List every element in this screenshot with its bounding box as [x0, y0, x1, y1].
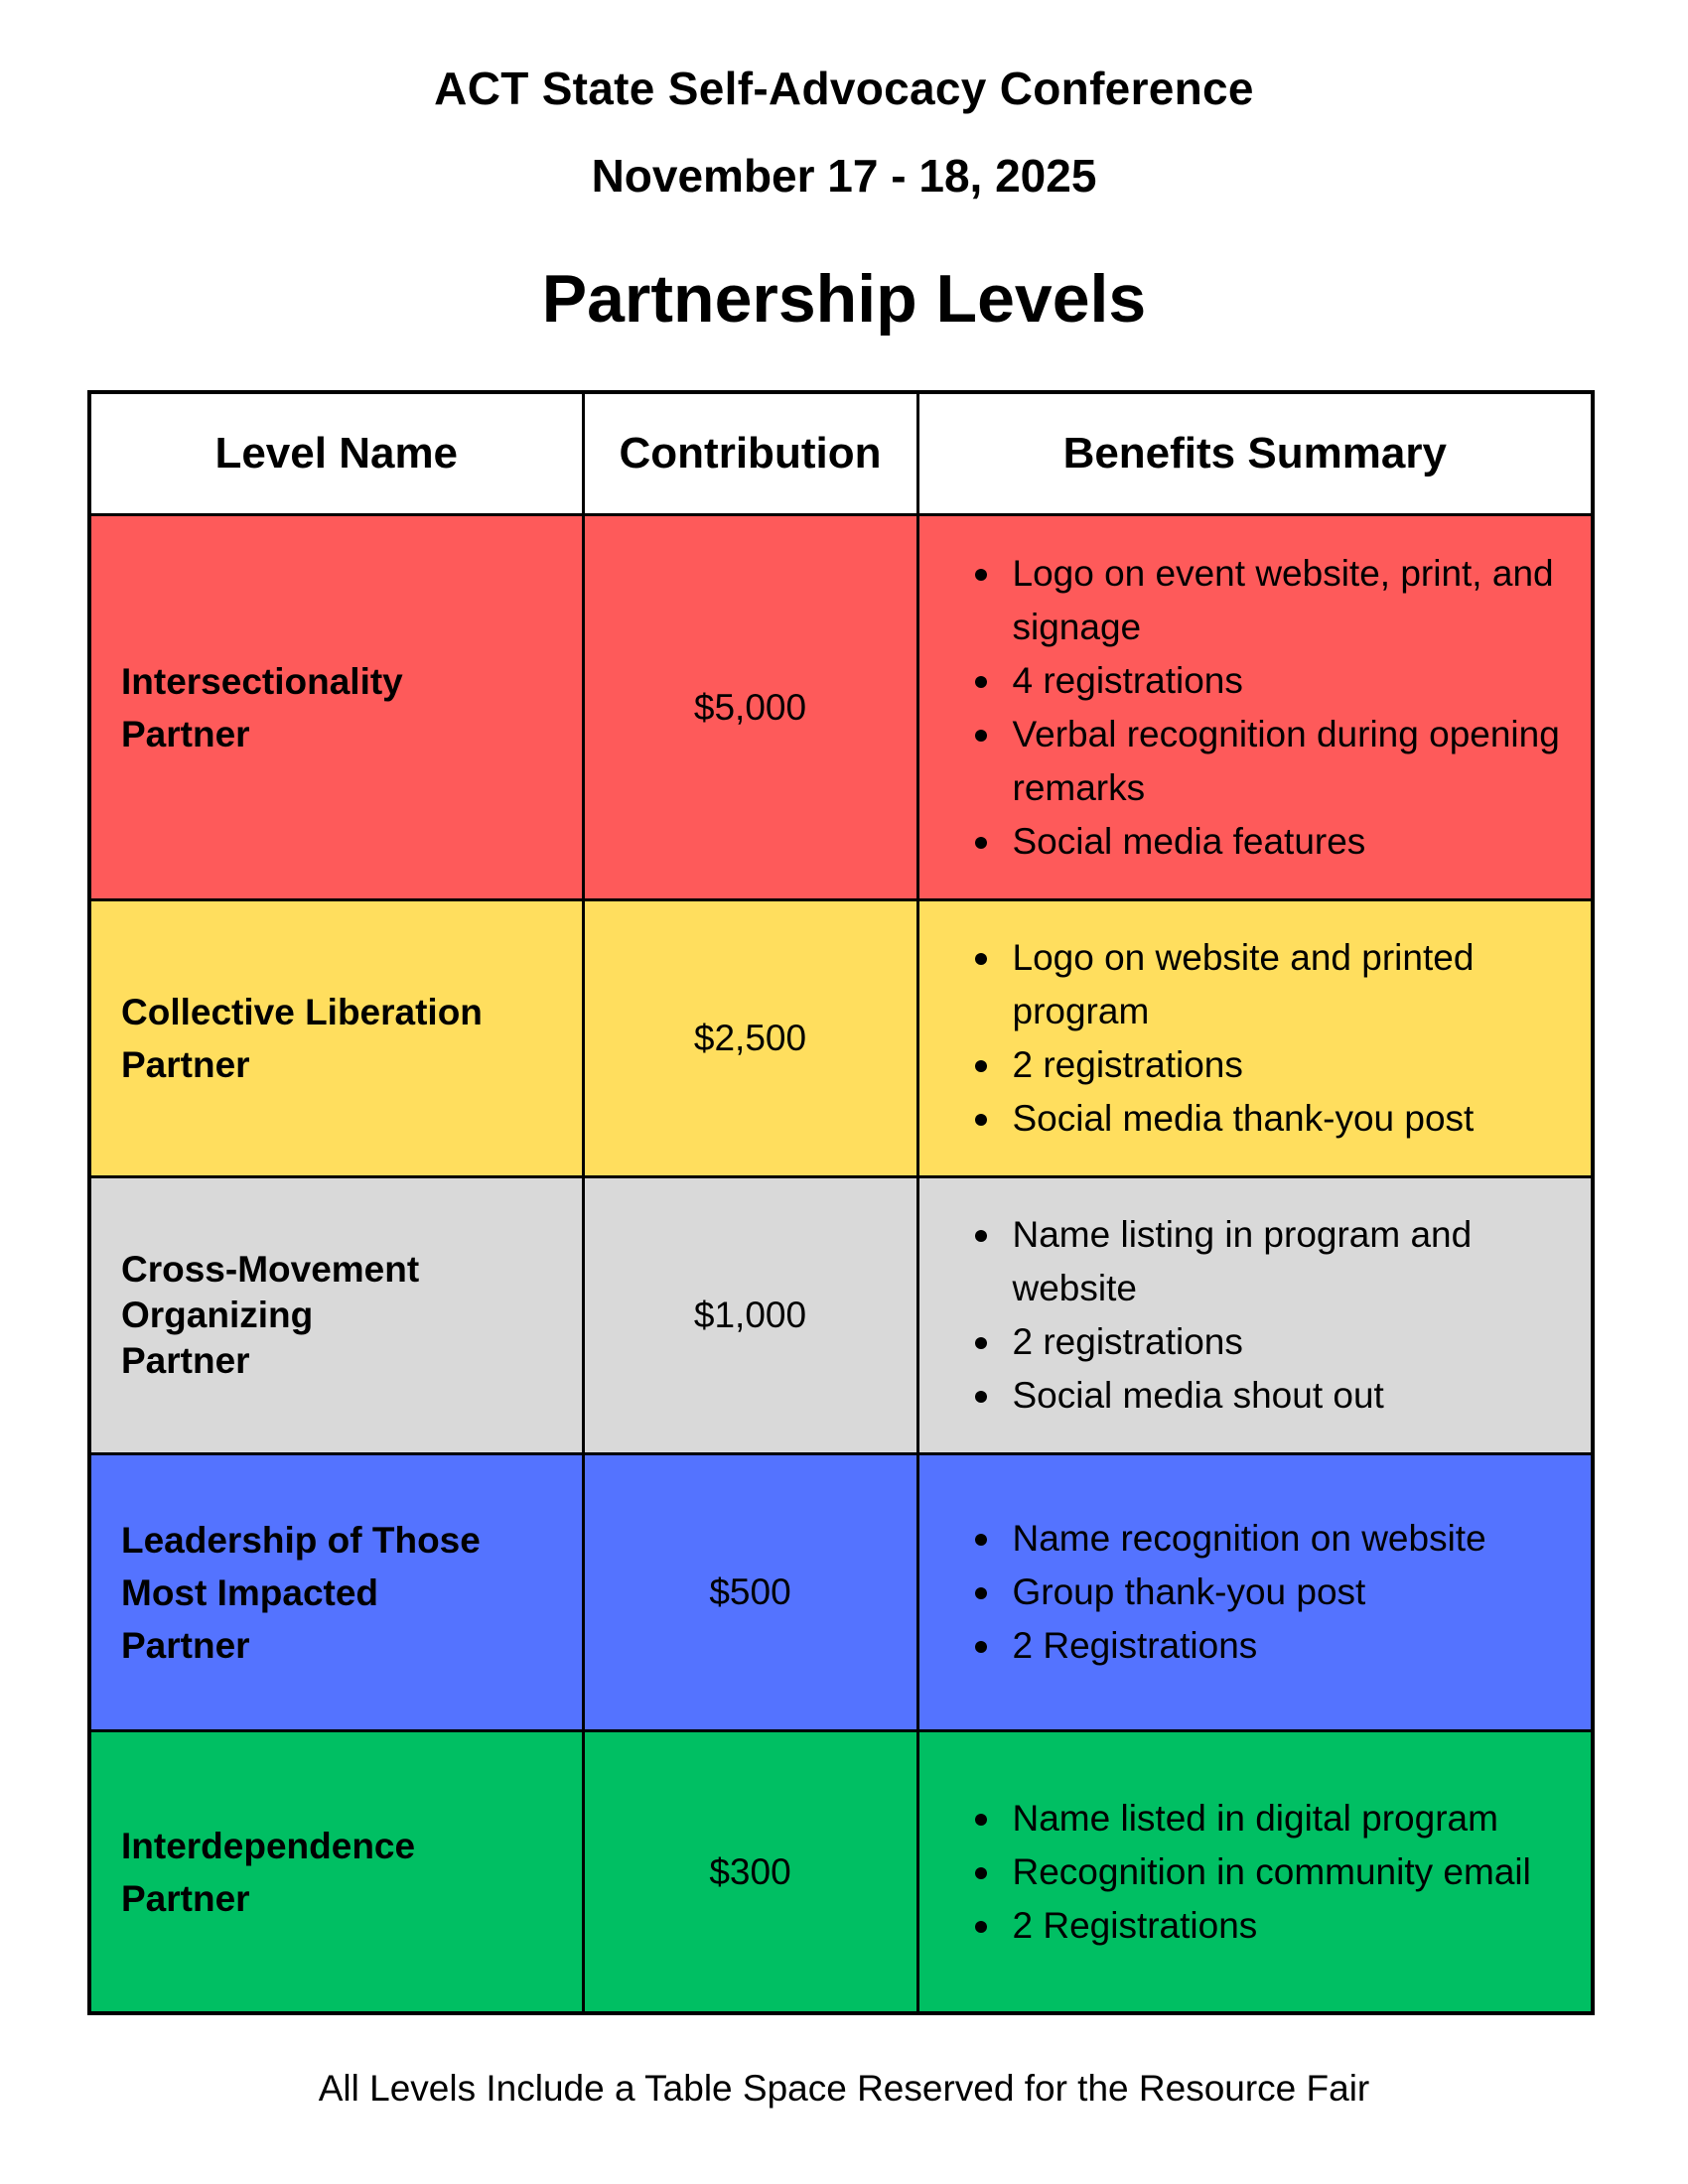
table-row: [89, 1454, 1593, 1731]
benefits-list: [919, 1512, 1592, 1673]
benefit-item: Social media shout out: [1013, 1369, 1572, 1423]
benefit-item: Name listing in program and website: [1013, 1208, 1572, 1315]
contribution-amount: $1,000: [583, 1177, 917, 1454]
level-name-line: Partner: [121, 1624, 250, 1666]
benefit-item: Logo on event website, print, and signage: [1013, 547, 1572, 654]
benefit-item: 4 registrations: [1013, 654, 1572, 708]
benefits-list: [919, 931, 1592, 1146]
conference-dates: November 17 - 18, 2025: [591, 150, 1097, 202]
level-name-cell: [89, 1454, 583, 1731]
benefit-item: Social media thank-you post: [1013, 1092, 1572, 1146]
level-name-line: Cross-Movement: [121, 1249, 420, 1290]
level-name-cell: [89, 515, 583, 900]
level-name-line: Partner: [121, 1044, 250, 1085]
benefit-item: Group thank-you post: [1013, 1566, 1572, 1619]
benefits-cell: [917, 900, 1593, 1177]
level-name-line: Partner: [121, 1340, 250, 1381]
contribution-amount: $5,000: [583, 515, 917, 900]
benefits-cell: [917, 1731, 1593, 2014]
benefit-item: Recognition in community email: [1013, 1845, 1572, 1899]
contribution-amount: $500: [583, 1454, 917, 1731]
level-name-cell: [89, 1177, 583, 1454]
benefits-cell: [917, 1454, 1593, 1731]
level-name-line: Leadership of Those: [121, 1519, 481, 1561]
level-name-cell: [89, 1731, 583, 2014]
contribution-amount: $300: [583, 1731, 917, 2014]
conference-title: ACT State Self-Advocacy Conference: [434, 63, 1254, 114]
benefit-item: 2 registrations: [1013, 1315, 1572, 1369]
column-header-contribution: Contribution: [583, 392, 917, 515]
level-name-line: Partner: [121, 713, 250, 754]
level-name-line: Collective Liberation: [121, 992, 483, 1032]
table-row: [89, 900, 1593, 1177]
level-name-line: Partner: [121, 1877, 250, 1919]
benefits-cell: [917, 515, 1593, 900]
benefit-item: 2 registrations: [1013, 1038, 1572, 1092]
benefit-item: Logo on website and printed program: [1013, 931, 1572, 1038]
benefits-list: [919, 547, 1592, 869]
benefit-item: Name recognition on website: [1013, 1512, 1572, 1566]
contribution-amount: $2,500: [583, 900, 917, 1177]
level-name-line: Most Impacted: [121, 1571, 379, 1613]
benefits-cell: [917, 1177, 1593, 1454]
benefit-item: Name listed in digital program: [1013, 1792, 1572, 1845]
benefit-item: Verbal recognition during opening remarks: [1013, 708, 1572, 815]
table-row: [89, 1731, 1593, 2014]
partnership-levels-table: [87, 390, 1595, 2015]
table-row: [89, 515, 1593, 900]
level-name-cell: [89, 900, 583, 1177]
benefit-item: 2 Registrations: [1013, 1899, 1572, 1953]
benefit-item: Social media features: [1013, 815, 1572, 869]
level-name-line: Organizing: [121, 1295, 314, 1335]
benefits-list: [919, 1208, 1592, 1423]
column-header-level-name: Level Name: [89, 392, 583, 515]
level-name-line: Interdependence: [121, 1825, 416, 1866]
page-title: Partnership Levels: [541, 261, 1147, 337]
level-name-line: Intersectionality: [121, 660, 403, 702]
column-header-benefits-summary: Benefits Summary: [917, 392, 1593, 515]
table-row: [89, 1177, 1593, 1454]
benefit-item: 2 Registrations: [1013, 1619, 1572, 1673]
footer-note: All Levels Include a Table Space Reserved for the Resource Fair: [318, 2068, 1370, 2109]
benefits-list: [919, 1792, 1592, 1953]
table-header-row: [89, 392, 1593, 515]
